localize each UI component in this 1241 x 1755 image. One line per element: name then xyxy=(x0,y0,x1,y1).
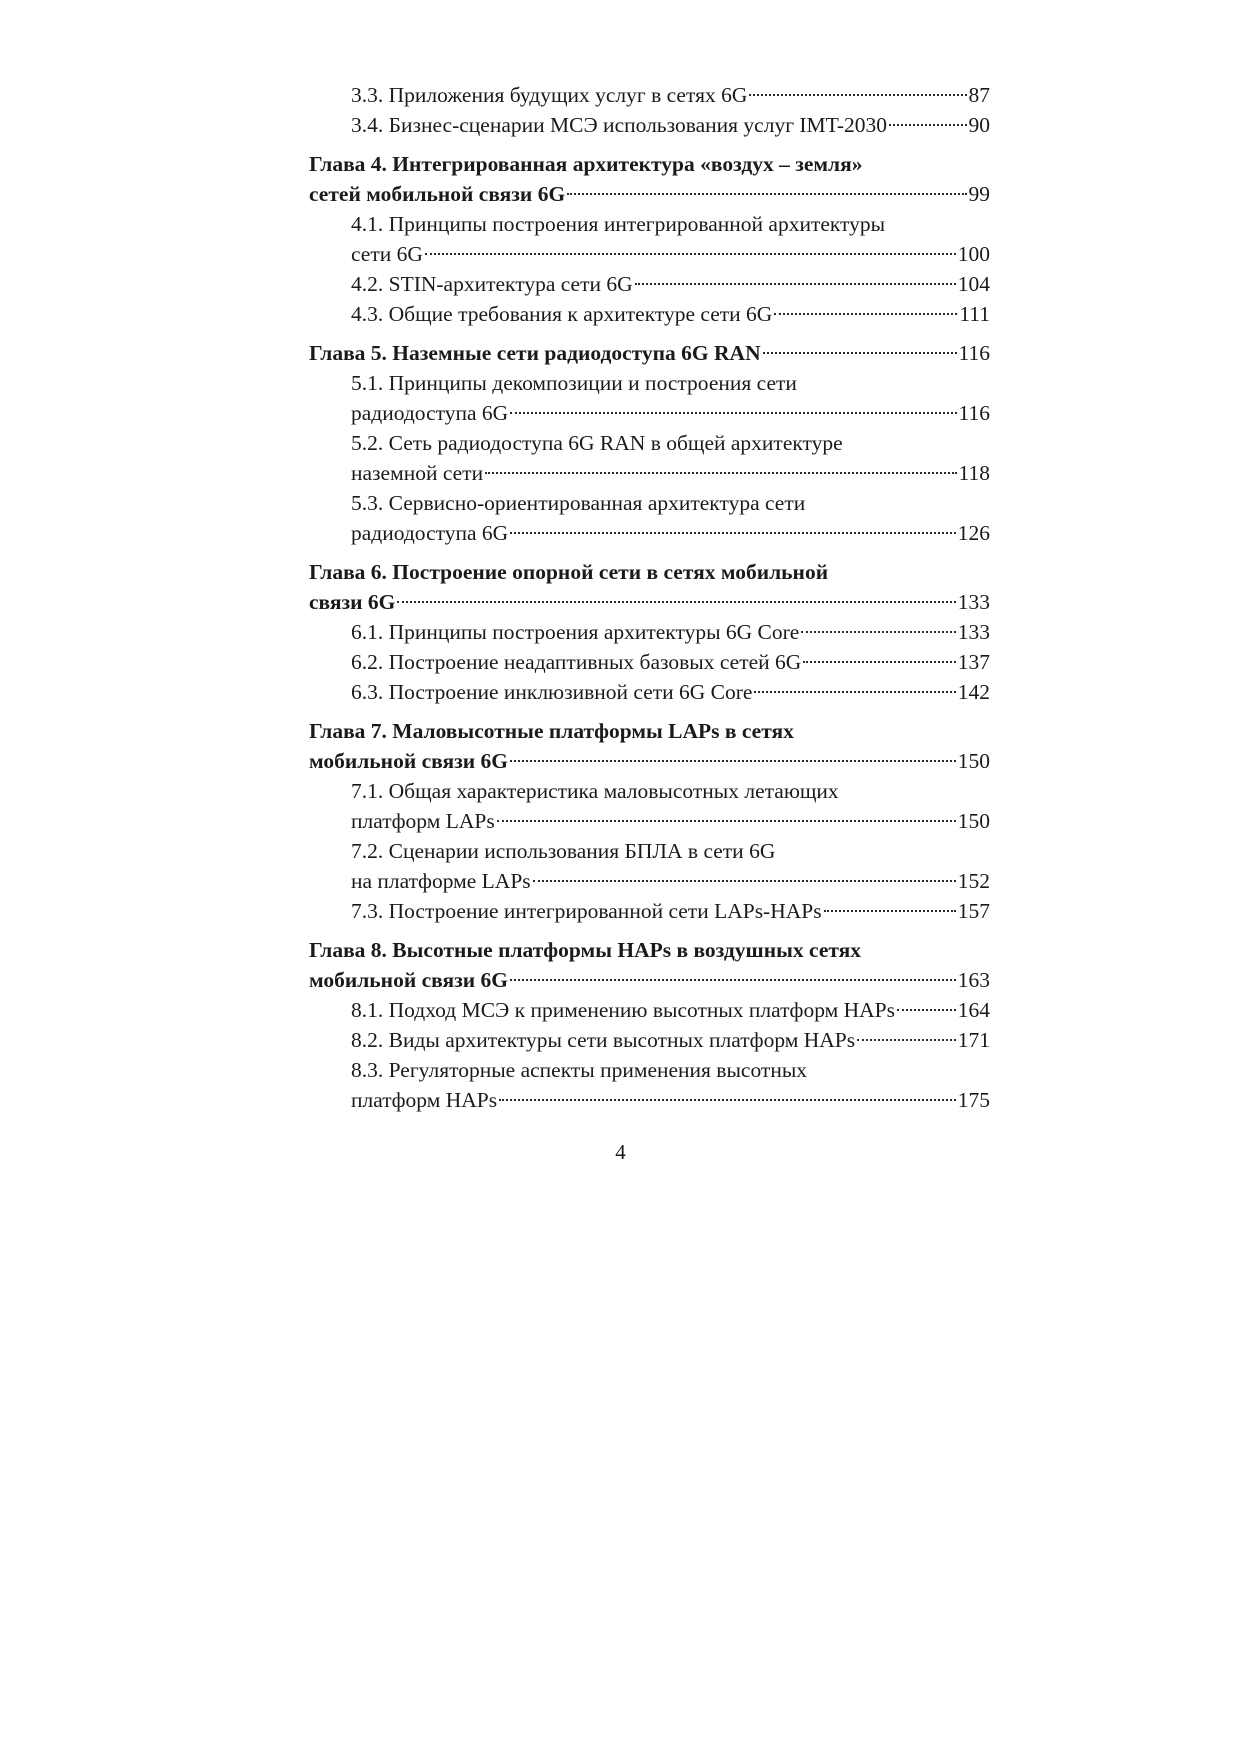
toc-entry-text: 5.1. Принципы декомпозиции и построения сети xyxy=(351,371,797,395)
toc-chapter-line xyxy=(309,965,990,995)
toc-entry-text: 6.1. Принципы построения архитектуры 6G Core xyxy=(351,620,800,644)
dot-leader xyxy=(510,740,956,762)
toc-entry-text: сетей мобильной связи 6G xyxy=(309,182,566,206)
toc-page-number: 137 xyxy=(957,650,990,674)
dot-leader xyxy=(803,641,955,663)
toc-section-line xyxy=(309,110,990,140)
toc-entry-text: радиодоступа 6G xyxy=(351,401,509,425)
toc-page-number: 87 xyxy=(968,83,990,107)
toc-entry-text: 6.3. Построение инклюзивной сети 6G Core xyxy=(351,680,753,704)
toc-entry-text: 7.2. Сценарии использования БПЛА в сети 6G xyxy=(351,839,776,863)
dot-leader xyxy=(510,959,956,981)
toc-page-number: 142 xyxy=(957,680,990,704)
dot-leader xyxy=(485,452,956,474)
dot-leader xyxy=(824,890,956,912)
dot-leader xyxy=(774,293,957,315)
dot-leader xyxy=(567,173,966,195)
toc-section-line xyxy=(309,458,990,488)
dot-leader xyxy=(425,233,956,255)
toc-entry-text: Глава 7. Маловысотные платформы LAPs в сетях xyxy=(309,719,794,743)
dot-leader xyxy=(889,104,967,126)
toc-chapter-line xyxy=(309,179,990,209)
toc-entry-text: 8.2. Виды архитектуры сети высотных платформ HAPs xyxy=(351,1028,856,1052)
toc-entry-text: платформ LAPs xyxy=(351,809,495,833)
toc-entry-text: 8.1. Подход МСЭ к применению высотных платформ HAPs xyxy=(351,998,896,1022)
toc-entry-text: мобильной связи 6G xyxy=(309,968,508,992)
toc-page-number: 111 xyxy=(959,302,990,326)
page-number: 4 xyxy=(615,1140,626,1164)
toc-section-line xyxy=(309,677,990,707)
toc-entry-text: Глава 6. Построение опорной сети в сетях мобильной xyxy=(309,560,829,584)
toc-section-line xyxy=(309,1085,990,1115)
toc-page-number: 152 xyxy=(957,869,990,893)
dot-leader xyxy=(510,392,956,414)
toc-entry-text: 4.2. STIN-архитектура сети 6G xyxy=(351,272,633,296)
toc-chapter-line xyxy=(309,338,990,368)
dot-leader xyxy=(749,74,966,96)
toc-entry-text: радиодоступа 6G xyxy=(351,521,509,545)
toc-section-line xyxy=(309,398,990,428)
toc-entry-text: 7.1. Общая характеристика маловысотных летающих xyxy=(351,779,839,803)
dot-leader xyxy=(533,860,956,882)
toc-page-number: 150 xyxy=(957,809,990,833)
toc-chapter-line xyxy=(309,746,990,776)
toc-entry-text: 4.3. Общие требования к архитектуре сети 6G xyxy=(351,302,773,326)
toc-page-number: 171 xyxy=(957,1028,990,1052)
toc-section-line xyxy=(309,806,990,836)
toc-page-number: 116 xyxy=(958,341,990,365)
toc-page-number: 99 xyxy=(968,182,990,206)
toc-page-number: 133 xyxy=(957,620,990,644)
toc-entry-text: 5.2. Сеть радиодоступа 6G RAN в общей архитектуре xyxy=(351,431,843,455)
toc-entry-text: сети 6G xyxy=(351,242,423,266)
toc-page-number: 133 xyxy=(957,590,990,614)
toc-page-number: 116 xyxy=(958,401,990,425)
toc-section-line xyxy=(309,299,990,329)
toc-entry-text: 3.4. Бизнес-сценарии МСЭ использования услуг IMT-2030 xyxy=(351,113,887,137)
dot-leader xyxy=(635,263,956,285)
toc-entry-text: Глава 8. Высотные платформы HAPs в воздушных сетях xyxy=(309,938,862,962)
dot-leader xyxy=(497,800,956,822)
dot-leader xyxy=(857,1019,956,1041)
toc-entry-text: Глава 5. Наземные сети радиодоступа 6G RAN xyxy=(309,341,761,365)
dot-leader xyxy=(499,1079,956,1101)
toc-page-number: 157 xyxy=(957,899,990,923)
toc-entry-text: на платформе LAPs xyxy=(351,869,531,893)
dot-leader xyxy=(397,581,955,603)
toc-entry-text: мобильной связи 6G xyxy=(309,749,508,773)
toc-page-number: 104 xyxy=(957,272,990,296)
dot-leader xyxy=(801,611,955,633)
toc-entry-text: 5.3. Сервисно-ориентированная архитектура сети xyxy=(351,491,806,515)
toc-page-number: 163 xyxy=(957,968,990,992)
toc-entry-text: 8.3. Регуляторные аспекты применения высотных xyxy=(351,1058,808,1082)
toc-entry-text: связи 6G xyxy=(309,590,396,614)
dot-leader xyxy=(897,989,956,1011)
toc-page-number: 100 xyxy=(957,242,990,266)
toc-page-number: 90 xyxy=(968,113,990,137)
toc-entry-text: 4.1. Принципы построения интегрированной архитектуры xyxy=(351,212,886,236)
toc-entry-text: Глава 4. Интегрированная архитектура «воздух – земля» xyxy=(309,152,863,176)
toc-section-line xyxy=(309,1025,990,1055)
toc-entry-text: наземной сети xyxy=(351,461,484,485)
toc-page-number: 150 xyxy=(957,749,990,773)
dot-leader xyxy=(510,512,956,534)
toc-entry-text: платформ HAPs xyxy=(351,1088,498,1112)
toc-entry-text: 6.2. Построение неадаптивных базовых сетей 6G xyxy=(351,650,802,674)
table-of-contents xyxy=(309,80,990,1115)
dot-leader xyxy=(754,671,955,693)
toc-section-line xyxy=(309,896,990,926)
toc-page-number: 118 xyxy=(958,461,990,485)
toc-section-line xyxy=(309,80,990,110)
toc-page-number: 126 xyxy=(957,521,990,545)
toc-section-line xyxy=(309,518,990,548)
toc-page-number: 164 xyxy=(957,998,990,1022)
toc-entry-text: 7.3. Построение интегрированной сети LAPs-HAPs xyxy=(351,899,822,923)
dot-leader xyxy=(763,332,957,354)
toc-entry-text: 3.3. Приложения будущих услуг в сетях 6G xyxy=(351,83,748,107)
toc-page-number: 175 xyxy=(957,1088,990,1112)
